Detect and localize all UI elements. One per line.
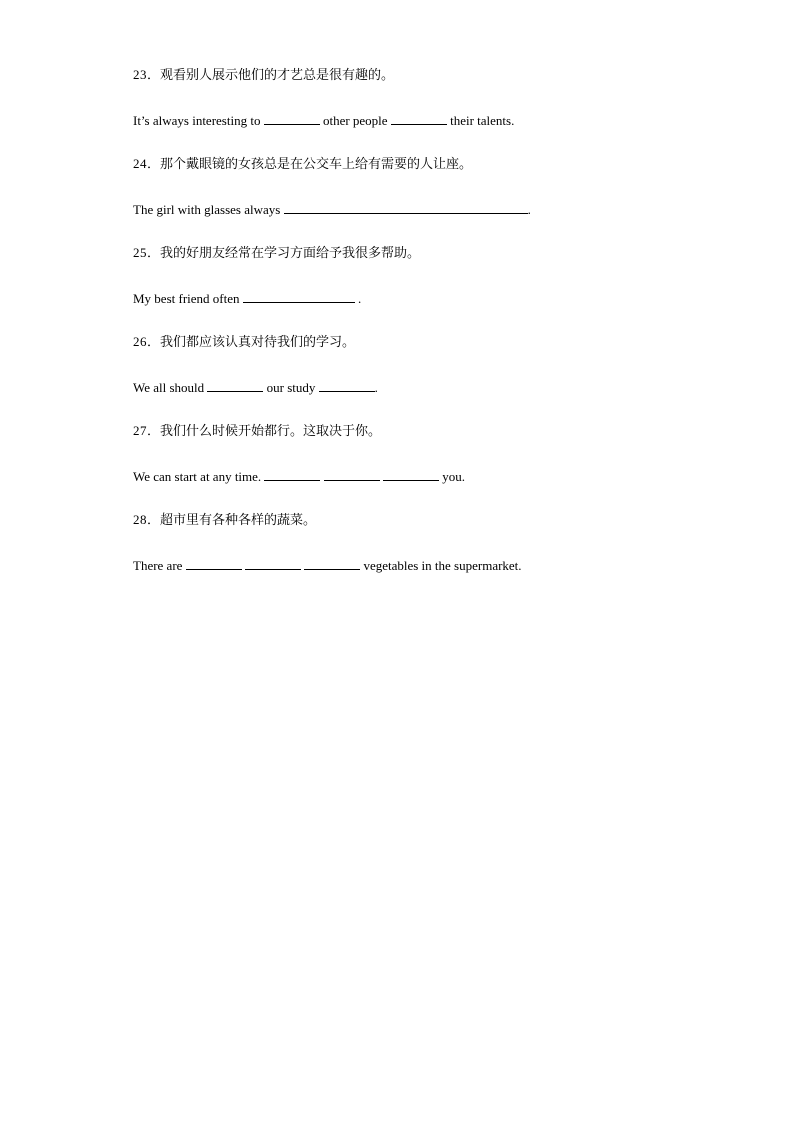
question-number: 25 xyxy=(133,245,147,260)
sentence-text: We can start at any time. xyxy=(133,469,262,484)
question-number: 23 xyxy=(133,67,147,82)
answer-blank[interactable] xyxy=(319,379,375,392)
question-23-prompt xyxy=(133,67,394,83)
question-28-sentence xyxy=(133,557,522,574)
question-number: 26 xyxy=(133,334,147,349)
question-number: 24 xyxy=(133,156,147,171)
question-separator: ． xyxy=(147,334,161,349)
question-26-sentence xyxy=(133,379,378,396)
question-chinese-text: 我们什么时候开始都行。这取决于你。 xyxy=(160,423,382,438)
answer-blank[interactable] xyxy=(391,112,447,125)
question-chinese-text: 那个戴眼镜的女孩总是在公交车上给有需要的人让座。 xyxy=(160,156,473,171)
sentence-text: The girl with glasses always xyxy=(133,202,281,217)
sentence-text: . xyxy=(527,202,531,217)
sentence-text: our study xyxy=(266,380,316,395)
question-chinese-text: 超市里有各种各样的蔬菜。 xyxy=(160,512,317,527)
question-chinese-text: 我们都应该认真对待我们的学习。 xyxy=(160,334,356,349)
question-chinese-text: 我的好朋友经常在学习方面给予我很多帮助。 xyxy=(160,245,421,260)
sentence-text: My best friend often xyxy=(133,291,240,306)
answer-blank[interactable] xyxy=(207,379,263,392)
question-25-sentence xyxy=(133,290,361,307)
answer-blank[interactable] xyxy=(243,290,355,303)
answer-blank[interactable] xyxy=(264,468,320,481)
question-28-prompt xyxy=(133,512,316,528)
answer-blank[interactable] xyxy=(186,557,242,570)
answer-blank[interactable] xyxy=(324,468,380,481)
question-separator: ． xyxy=(147,156,161,171)
question-26-prompt xyxy=(133,334,355,350)
question-separator: ． xyxy=(147,67,161,82)
sentence-text: vegetables in the supermarket. xyxy=(363,558,522,573)
question-23-sentence xyxy=(133,112,514,129)
answer-blank[interactable] xyxy=(264,112,320,125)
question-24-sentence xyxy=(133,201,531,218)
question-separator: ． xyxy=(147,245,161,260)
sentence-text: We all should xyxy=(133,380,205,395)
sentence-text: other people xyxy=(322,113,388,128)
answer-blank[interactable] xyxy=(245,557,301,570)
question-separator: ． xyxy=(147,512,161,527)
question-27-sentence xyxy=(133,468,465,485)
sentence-text: There are xyxy=(133,558,183,573)
question-chinese-text: 观看别人展示他们的才艺总是很有趣的。 xyxy=(160,67,395,82)
question-25-prompt xyxy=(133,245,420,261)
question-number: 27 xyxy=(133,423,147,438)
answer-blank[interactable] xyxy=(383,468,439,481)
sentence-text: you. xyxy=(442,469,465,484)
question-number: 28 xyxy=(133,512,147,527)
sentence-text: . xyxy=(358,291,362,306)
answer-blank[interactable] xyxy=(284,201,528,214)
sentence-text: It’s always interesting to xyxy=(133,113,261,128)
question-separator: ． xyxy=(147,423,161,438)
question-27-prompt xyxy=(133,423,381,439)
question-24-prompt xyxy=(133,156,472,172)
answer-blank[interactable] xyxy=(304,557,360,570)
sentence-text: their talents. xyxy=(450,113,515,128)
sentence-text: . xyxy=(374,380,378,395)
